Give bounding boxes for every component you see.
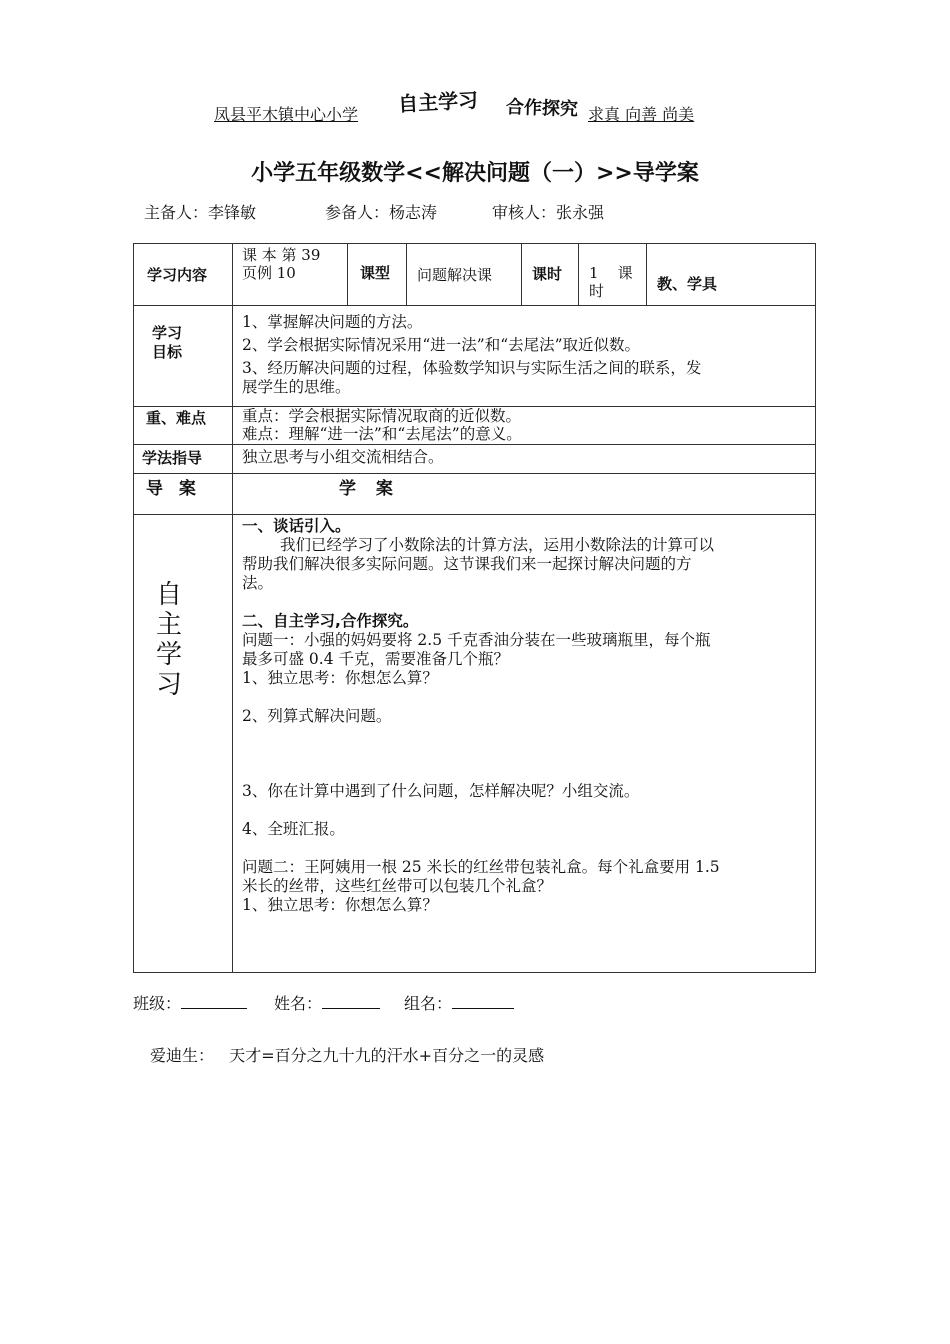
slogan-self-study: 自主学习 [397, 87, 479, 117]
reviewer: 审核人：张永强 [492, 203, 605, 222]
section-intro-title: 一、谈话引入。 [242, 517, 351, 535]
method-value: 独立思考与小组交流相结合。 [242, 448, 444, 466]
assistant-preparer: 参备人：杨志涛 [325, 203, 438, 222]
step-discuss: 3、你在计算中遇到了什么问题，怎样解决呢？小组交流。 [242, 782, 640, 800]
row-divider [134, 444, 815, 445]
goal-item: 2、学会根据实际情况采用“进一法”和“去尾法”取近似数。 [242, 336, 641, 354]
goal-item: 3、经历解决问题的过程，体验数学知识与实际生活之间的联系，发 [242, 359, 702, 377]
hours-value-line2: 时 [589, 282, 605, 300]
section-intro-text: 法。 [242, 574, 274, 592]
school-name: 凤县平木镇中心小学 [214, 105, 359, 124]
column-divider [347, 244, 348, 305]
main-preparer: 主备人：李锋敏 [144, 203, 257, 222]
section-intro-text: 帮助我们解决很多实际问题。这节课我们来一起探讨解决问题的方 [242, 555, 692, 573]
row-divider [134, 473, 815, 474]
column-divider [578, 244, 579, 305]
row-divider [134, 514, 815, 515]
name-blank[interactable] [322, 994, 380, 1009]
section-intro-text: 我们已经学习了小数除法的计算方法，运用小数除法的计算可以 [280, 536, 715, 554]
group-field [404, 991, 514, 1014]
name-field [274, 991, 380, 1014]
school-motto: 求真 向善 尚美 [588, 105, 695, 124]
goal-item: 展学生的思维。 [242, 378, 351, 396]
name-label: 姓名： [274, 994, 323, 1013]
key-difficulty: 难点：理解“进一法”和“去尾法”的意义。 [242, 425, 522, 443]
group-label: 组名： [404, 994, 453, 1013]
column-divider [646, 244, 647, 305]
lesson-type-value: 问题解决课 [417, 266, 493, 284]
key-points-label: 重、难点 [146, 409, 207, 427]
step-equation: 2、列算式解决问题。 [242, 707, 392, 725]
goals-label-line2: 目标 [152, 343, 183, 361]
hours-label: 课时 [532, 265, 563, 283]
class-field [133, 991, 247, 1014]
key-focus: 重点：学会根据实际情况取商的近似数。 [242, 407, 522, 425]
key-points-content [242, 407, 810, 443]
goals-label-line1: 学习 [152, 324, 183, 342]
self-study-content [242, 517, 810, 915]
student-plan-header: 学 案 [339, 479, 393, 499]
column-divider [406, 244, 407, 305]
section-explore-title: 二、自主学习,合作探究。 [242, 612, 419, 630]
self-study-side-label: 自主学习 [156, 580, 183, 700]
slogan-cooperation: 合作探究 [505, 96, 579, 121]
hours-value-line1: 1 课 [589, 264, 633, 282]
teaching-tools-label: 教、学具 [657, 275, 718, 293]
step-think: 1、独立思考：你想怎么算？ [242, 669, 438, 687]
edison-quote: 爱迪生： 天才=百分之九十九的汗水+百分之一的灵感 [150, 1046, 545, 1065]
goal-item: 1、掌握解决问题的方法。 [242, 313, 423, 331]
goals-list [242, 313, 810, 397]
teacher-plan-header: 导 案 [146, 479, 196, 499]
content-value-line1: 课 本 第 39 [242, 246, 321, 264]
step-think: 1、独立思考：你想怎么算？ [242, 896, 438, 914]
question-two: 米长的丝带，这些红丝带可以包装几个礼盒？ [242, 877, 553, 895]
question-one: 问题一：小强的妈妈要将 2.5 千克香油分装在一些玻璃瓶里，每个瓶 [242, 631, 711, 649]
content-value-line2: 页例 10 [242, 264, 296, 282]
lesson-type-label: 课型 [360, 264, 391, 282]
method-label: 学法指导 [142, 449, 203, 467]
question-one: 最多可盛 0.4 千克，需要准备几个瓶？ [242, 650, 510, 668]
column-divider [521, 244, 522, 305]
page-title: 小学五年级数学<<解决问题（一）>>导学案 [251, 161, 699, 186]
step-report: 4、全班汇报。 [242, 820, 345, 838]
class-blank[interactable] [181, 994, 247, 1009]
class-label: 班级： [133, 994, 182, 1013]
row-divider [134, 305, 815, 306]
column-divider [232, 244, 233, 972]
question-two: 问题二：王阿姨用一根 25 米长的红丝带包装礼盒。每个礼盒要用 1.5 [242, 858, 720, 876]
content-label: 学习内容 [147, 266, 208, 284]
group-blank[interactable] [452, 994, 514, 1009]
lesson-plan-table [133, 243, 816, 973]
